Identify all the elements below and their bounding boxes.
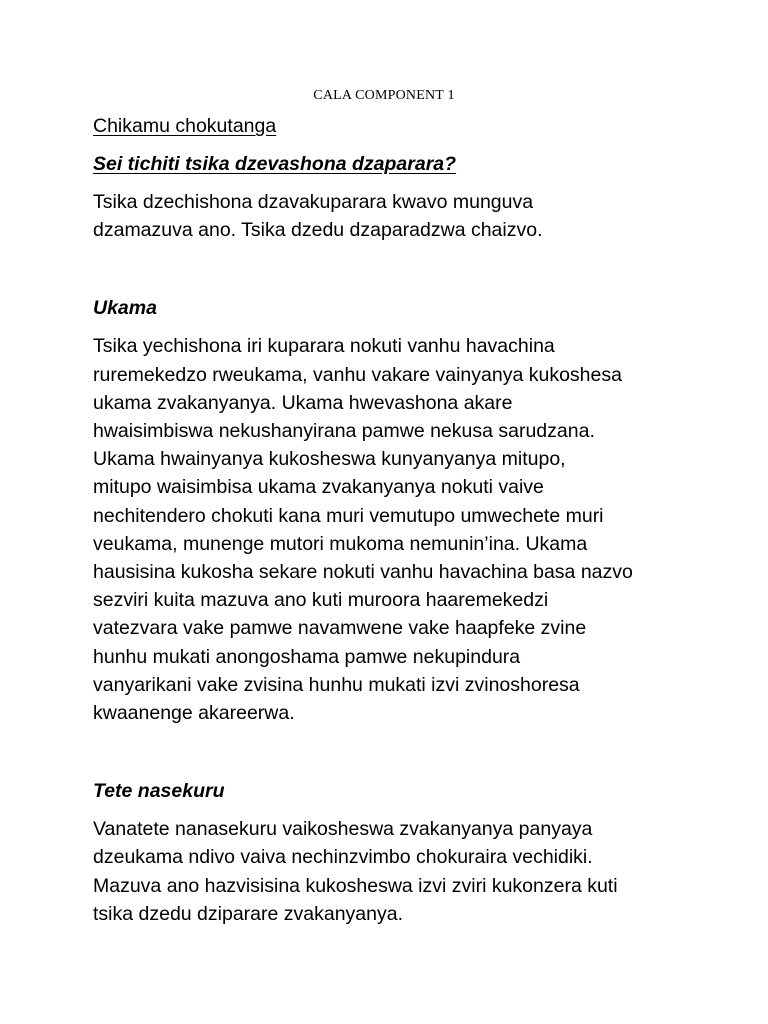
question-heading: Sei tichiti tsika dzevashona dzaparara?: [93, 153, 457, 175]
section-title-text: Chikamu chokutanga: [93, 115, 277, 137]
page-header: CALA COMPONENT 1: [313, 88, 455, 103]
document-body: [93, 112, 693, 928]
section-heading-ukama: Ukama: [93, 297, 157, 320]
section-heading-tete-nasekuru: Tete nasekuru: [93, 780, 225, 803]
section-title: [93, 112, 693, 140]
section-body-tete-nasekuru: Vanatete nanasekuru vaikosheswa zvakanyanya panyaya dzeukama ndivo vaiva nechinzvimbo chokuraira vechidiki. Mazuva ano hazvisisina kukosheswa izvi zviri kukonzera kuti tsika dzedu dziparare zvakanyanya.: [93, 818, 618, 925]
intro-paragraph: Tsika dzechishona dzavakuparara kwavo munguva dzamazuva ano. Tsika dzedu dzaparadzwa chaizvo.: [93, 191, 543, 242]
section-body-ukama: Tsika yechishona iri kuparara nokuti vanhu havachina ruremekedzo rweukama, vanhu vakare vainyanya kukoshesa ukama zvakanyanya. Ukama hwevashona akare hwaisimbiswa nekushanyirana pamwe nekusa sarudzana. Ukama hwainyanya kukosheswa kunyanyanya mitupo, mitupo waisimbisa ukama zvakanyanya nokuti vaive nechitendero chokuti kana muri vemutupo umwechete muri veukama, munenge mutori mukoma nemunin’ina. Ukama hausisina kukosha sekare nokuti vanhu havachina basa nazvo sezviri kuita mazuva ano kuti muroora haaremekedzi vatezvara vake pamwe navamwene vake haapfeke zvine hunhu mukati anongoshama pamwe nekupindura vanyarikani vake zvisina hunhu mukati izvi zvinoshoresa kwaanenge akareerwa.: [93, 335, 633, 725]
